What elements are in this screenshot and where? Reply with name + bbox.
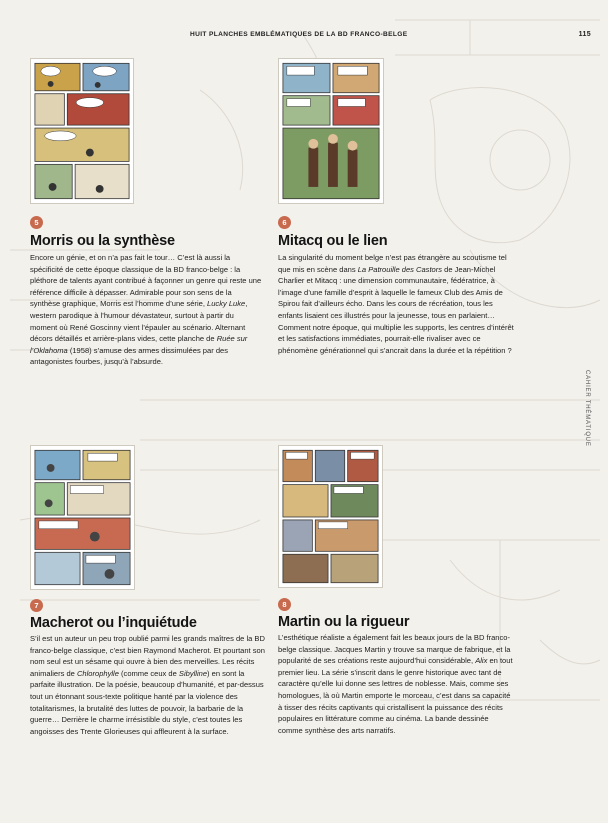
italic-title-run: Alix xyxy=(475,656,488,666)
comic-page-thumbnail-morris xyxy=(30,58,134,204)
text-run: (1958) s’amuse des armes dissimulées par des antagonistes fourbes, jusqu’à l’absurde. xyxy=(30,345,228,367)
text-run: S’il est un auteur un peu trop oublié parmi les grands maîtres de la BD franco-belge classique, c’est bien Raymond Macherot. Et pourtant son nom seul est un sésame qui ouvre à bien des merveilles. Les récits animaliers de xyxy=(30,634,265,678)
section-title: Morris ou la synthèse xyxy=(30,233,175,249)
italic-title-run: Chlorophylle xyxy=(76,668,119,678)
section-body xyxy=(278,632,514,736)
section-body xyxy=(30,252,262,368)
italic-title-run: Ruée sur l’Oklahoma xyxy=(30,334,248,355)
text-run: Encore un génie, et on n’a pas fait le tour… C’est là aussi la spécificité de cette époque classique de la BD franco-belge : la pléthore de talents ayant contribué à façonner un genre qui reste une référence difficile à dépasser. Admirable pour son sens de la synthèse graphique, Morris est l’homme d’une série, xyxy=(30,253,262,309)
text-run: La singularité du moment belge n’est pas étrangère au scoutisme tel que mis en scène dans xyxy=(278,253,507,274)
text-run: , western parodique à l’humour dévastateur, surtout à partir du moment où René Goscinny vient l’épauler au scénario. Alternant décors détaillés et arrière-plans vides, cette planche de xyxy=(30,299,248,344)
text-run: L’esthétique réaliste a également fait les beaux jours de la BD franco-belge classique. Jacques Martin y trouve sa marque de fabrique, et la popularité de ses créations reste aujourd’hui considérable, xyxy=(278,633,511,666)
sidebar-label: CAHIER THÉMATIQUE xyxy=(584,370,590,447)
running-title: HUIT PLANCHES EMBLÉMATIQUES DE LA BD FRANCO-BELGE xyxy=(190,31,408,38)
section-sidebar xyxy=(578,370,592,490)
section-number-badge: 7 xyxy=(30,599,43,612)
section-number-badge: 6 xyxy=(278,216,291,229)
section-title: Mitacq ou le lien xyxy=(278,233,388,249)
text-run: en tout premier lieu. La série s’inscrit dans le genre historique avec tant de caractère qu’elle lui donne ses lettres de noblesse. Mais, comme ses homologues, là où Martin emporte le morceau, c’est dans sa capacité à tisser des récits captivants qui cristallisent la puissance des récits populaires en littérature comme au cinéma. La bande dessinée comme synthèse des arts narratifs. xyxy=(278,656,513,735)
italic-title-run: Sibylline xyxy=(178,668,208,678)
text-run: (comme ceux de xyxy=(118,668,179,678)
comic-page-thumbnail-macherot xyxy=(30,445,135,590)
italic-title-run: La Patrouille des Castors xyxy=(357,264,443,274)
section-body xyxy=(30,633,266,737)
comic-page-thumbnail-martin xyxy=(278,445,383,588)
section-body xyxy=(278,252,514,356)
italic-title-run: Lucky Luke xyxy=(207,299,246,309)
page-number: 115 xyxy=(578,31,591,38)
text-run: ) en sont la parfaite illustration. De la poésie, beaucoup d’humanité, et par-dessus tout un étonnant sous-texte politique hanté par la violence des totalitarismes, la brutalité des luttes de pouvoir, la barbarie de la guerre… Derrière le charme irrésistible du style, c’est toutes les angoisses des Trente Glorieuses qui affleurent à la surface. xyxy=(30,668,264,736)
text-run: de Jean-Michel Charlier et Mitacq : une dimension communautaire, fédératrice, à l’image d’une famille d’esprit à laquelle le fameux Club des Amis de Spirou fait d’ailleurs écho. Dans les cours de récréation, tous les enfants lisaient ces illustrés pour la jeunesse, tous en parlaient… Comment notre époque, qui multiplie les supports, les centres d’intérêt et les satisfactions immédiates, pourrait-elle rivaliser avec ce phénomène générationnel qui s’ancrait dans la durée et la répétition ? xyxy=(278,264,514,355)
section-title: Martin ou la rigueur xyxy=(278,614,410,630)
section-number-badge: 5 xyxy=(30,216,43,229)
section-title: Macherot ou l’inquiétude xyxy=(30,615,197,631)
comic-page-thumbnail-mitacq xyxy=(278,58,384,204)
page-header xyxy=(0,29,608,43)
section-number-badge: 8 xyxy=(278,598,291,611)
